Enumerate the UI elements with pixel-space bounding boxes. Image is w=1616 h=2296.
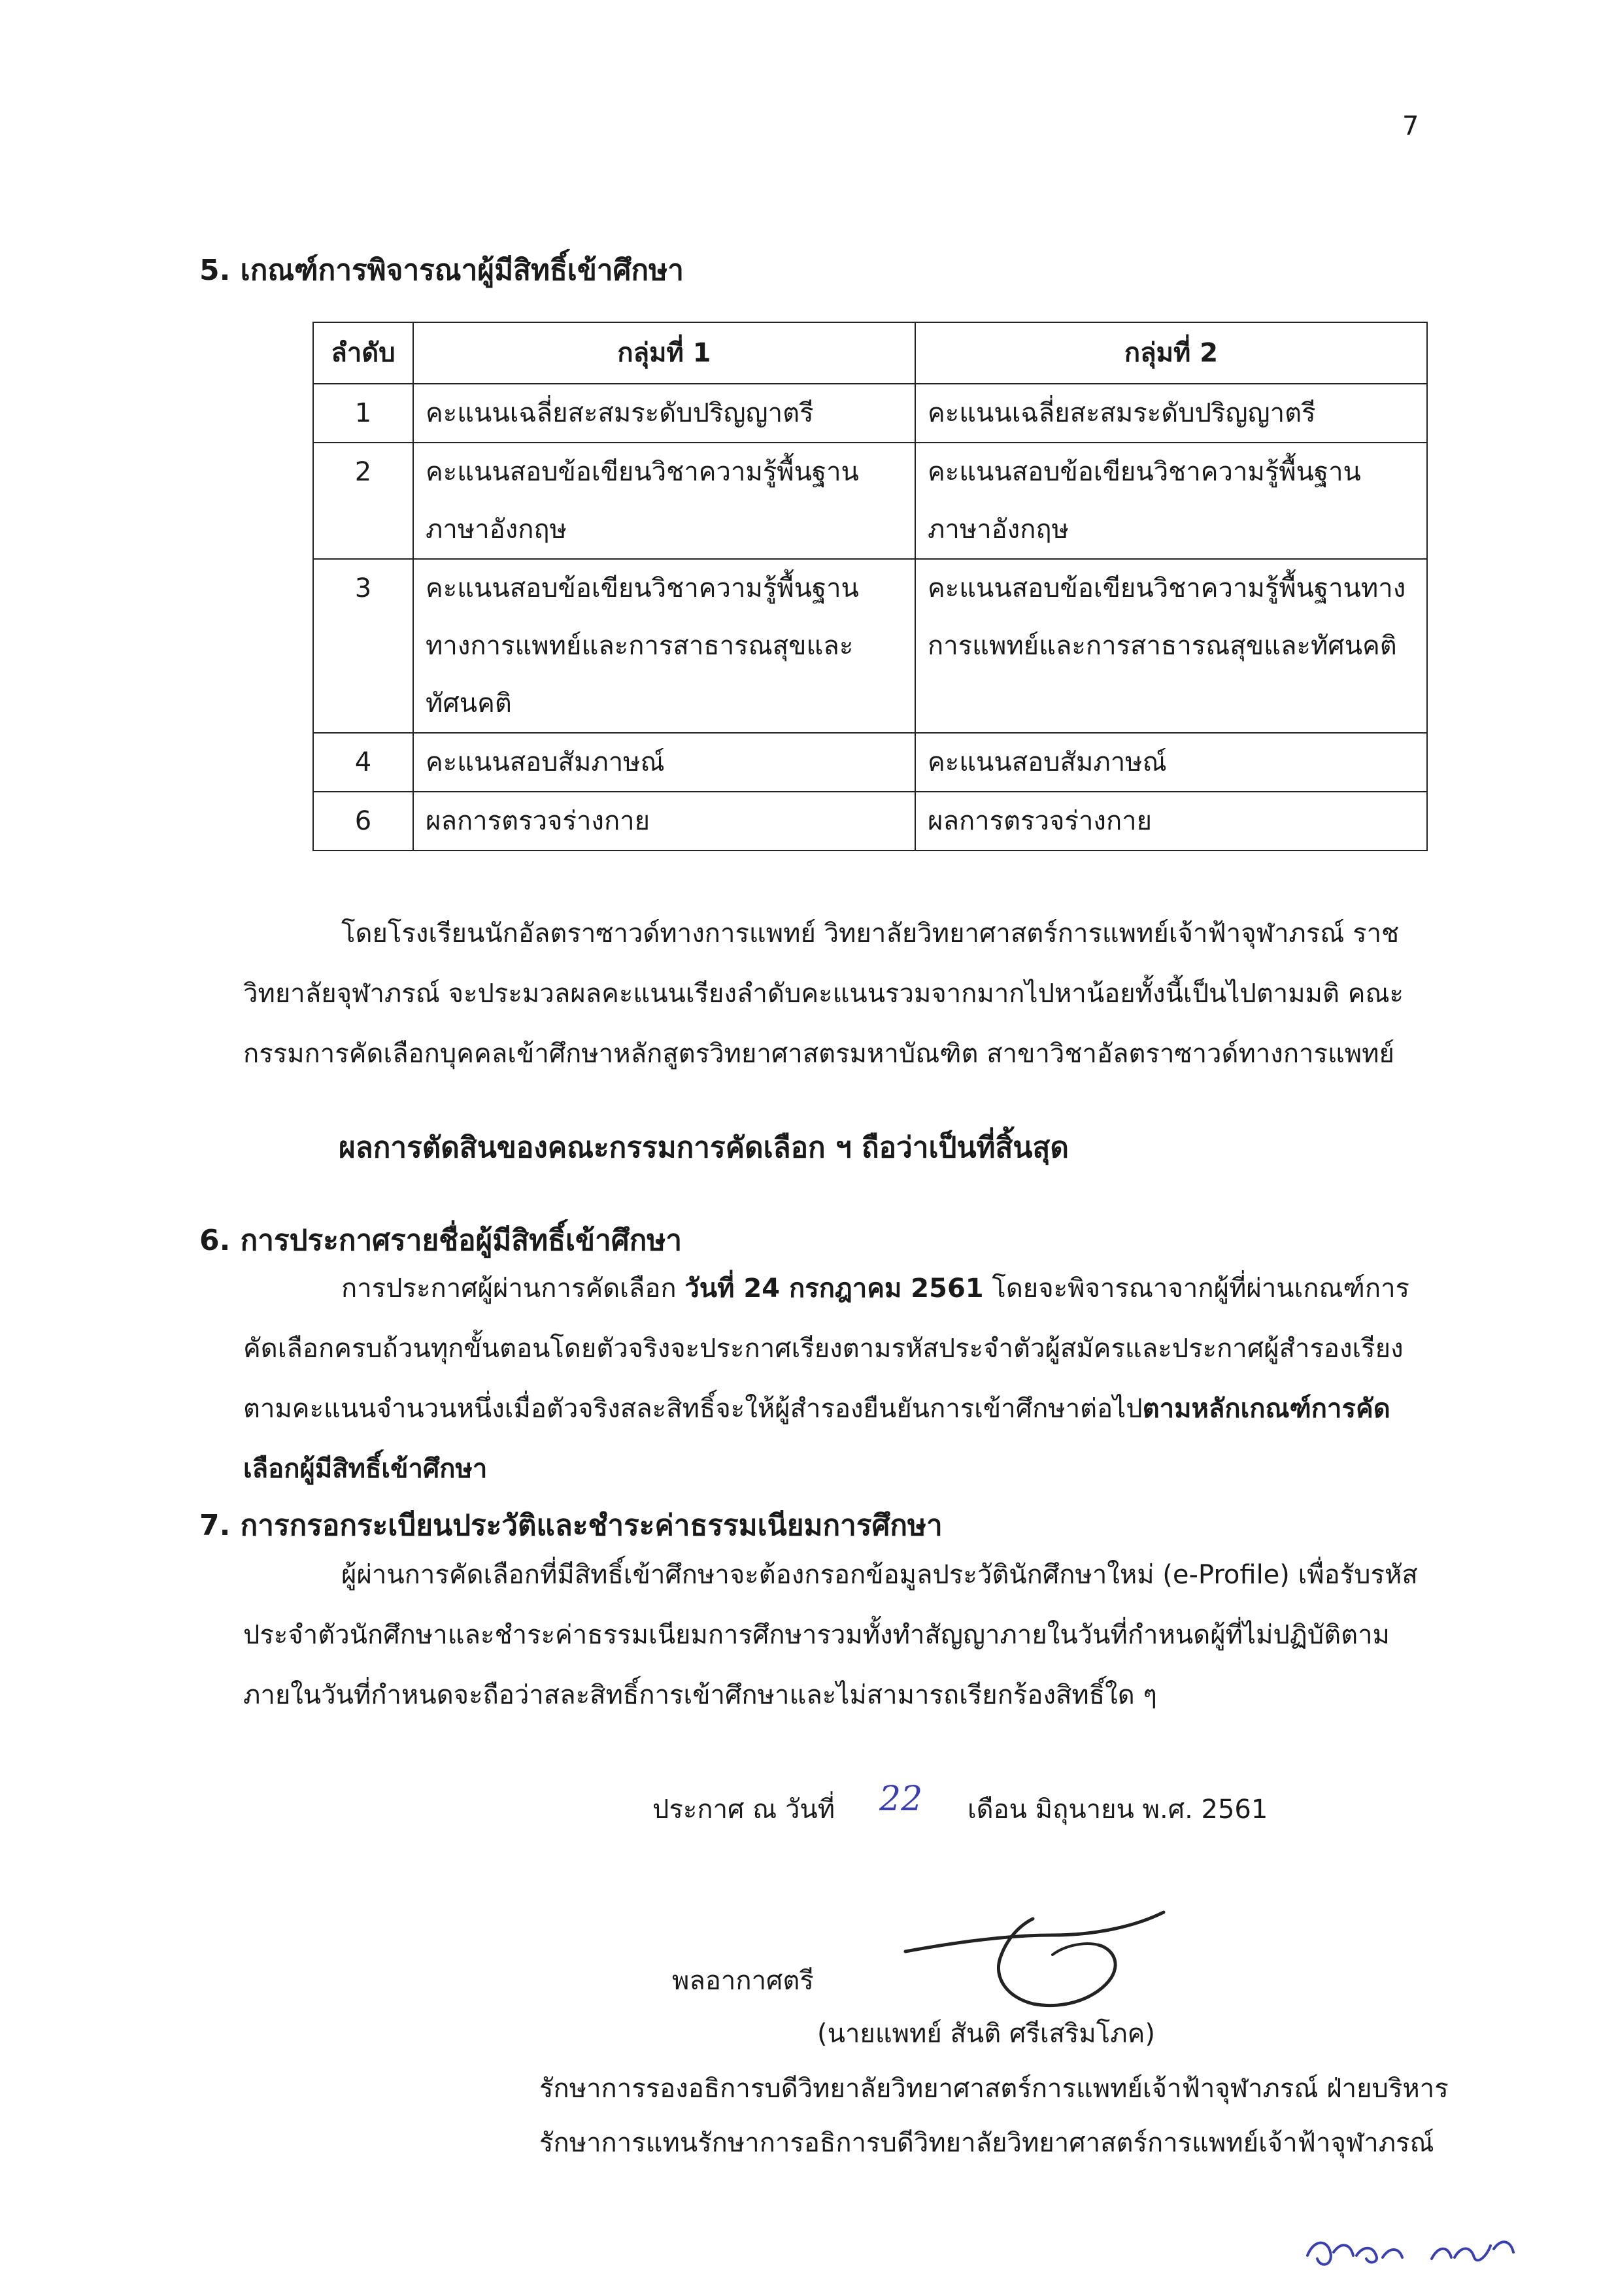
final-decision-note: ผลการตัดสินของคณะกรรมการคัดเลือก ฯ ถือว่าเป็นที่สิ้นสุด: [339, 1131, 1069, 1164]
announcement-paragraph: [243, 1258, 1426, 1499]
table-row: [313, 733, 1427, 792]
announcement-date: วันที่ 24 กรกฎาคม 2561: [684, 1274, 984, 1304]
selection-paragraph-text: โดยโรงเรียนนักอัลตราซาวด์ทางการแพทย์ วิทยาลัยวิทยาศาสตร์การแพทย์เจ้าฟ้าจุฬาภรณ์ ราชวิทยาลัยจุฬาภรณ์ จะประมวลผลคะแนนเรียงลำดับคะแนนรวมจากมากไปหาน้อยทั้งนี้เป็นไปตามมติ คณะกรรมการคัดเลือกบุคคลเข้าศึกษาหลักสูตรวิทยาศาสตรมหาบัณฑิต สาขาวิชาอัลตราซาวด์ทางการแพทย์: [243, 919, 1404, 1069]
signatory-name: (นายแพทย์ สันติ ศรีเสริมโภค): [817, 2019, 1155, 2049]
section-6-heading: 6. การประกาศรายชื่อผู้มีสิทธิ์เข้าศึกษา: [199, 1224, 682, 1257]
group-1-criterion: คะแนนสอบสัมภาษณ์: [413, 733, 915, 792]
announcement-date-prefix: ประกาศ ณ วันที่: [652, 1795, 835, 1825]
group-2-criterion: คะแนนสอบข้อเขียนวิชาความรู้พื้นฐาน ภาษาอังกฤษ: [915, 443, 1427, 559]
group-1-criterion: ผลการตรวจร่างกาย: [413, 792, 915, 851]
section-5-heading: 5. เกณฑ์การพิจารณาผู้มีสิทธิ์เข้าศึกษา: [199, 254, 684, 287]
group-2-criterion: คะแนนสอบสัมภาษณ์: [915, 733, 1427, 792]
signatory-position-2: รักษาการแทนรักษาการอธิการบดีวิทยาลัยวิทยาศาสตร์การแพทย์เจ้าฟ้าจุฬาภรณ์: [539, 2128, 1434, 2158]
signature-image: [902, 1899, 1190, 2017]
row-number: 1: [313, 384, 413, 443]
announcement-date-suffix: เดือน มิถุนายน พ.ศ. 2561: [968, 1795, 1268, 1825]
criteria-table: [312, 322, 1428, 851]
announcement-text-criteria: ตามหลักเกณฑ์การคัดเลือกผู้มีสิทธิ์เข้าศึกษา: [243, 1394, 1390, 1484]
table-row: [313, 559, 1427, 733]
column-header-order: ลำดับ: [313, 322, 413, 384]
section-7-heading: 7. การกรอกระเบียนประวัติและชำระค่าธรรมเนียมการศึกษา: [199, 1509, 943, 1542]
table-header-row: [313, 322, 1427, 384]
announcement-text-middle: โดยจะพิจารณาจากผู้ที่ผ่านเกณฑ์การคัดเลือกครบถ้วนทุกขั้นตอนโดยตัวจริงจะประกาศเรียงตามรหัสประจำตัวผู้สมัครและประกาศผู้สำรองเรียงตามคะแนนจำนวนหนึ่งเมื่อตัวจริงสละสิทธิ์จะให้ผู้สำรองยืนยันการเข้าศึกษาต่อไป: [243, 1274, 1410, 1424]
page-number: 7: [1402, 111, 1419, 141]
row-number: 2: [313, 443, 413, 559]
group-1-criterion: คะแนนสอบข้อเขียนวิชาความรู้พื้นฐาน ทางการแพทย์และการสาธารณสุขและ ทัศนคติ: [413, 559, 915, 733]
announcement-day-handwritten: 22: [879, 1780, 923, 1819]
table-row: [313, 443, 1427, 559]
selection-paragraph: [243, 903, 1426, 1084]
registration-paragraph-text: ผู้ผ่านการคัดเลือกที่มีสิทธิ์เข้าศึกษาจะต้องกรอกข้อมูลประวัตินักศึกษาใหม่ (e-Profile) เพื่อรับรหัสประจำตัวนักศึกษาและชำระค่าธรรมเนียมการศึกษารวมทั้งทำสัญญาภายในวันที่กำหนดผู้ที่ไม่ปฏิบัติตามภายในวันที่กำหนดจะถือว่าสละสิทธิ์การเข้าศึกษาและไม่สามารถเรียกร้องสิทธิ์ใด ๆ: [243, 1560, 1418, 1710]
signatory-rank: พลอากาศตรี: [672, 1966, 814, 1996]
signatory-position-1: รักษาการรองอธิการบดีวิทยาลัยวิทยาศาสตร์การแพทย์เจ้าฟ้าจุฬาภรณ์ ฝ่ายบริหาร: [539, 2074, 1449, 2104]
table-row: [313, 384, 1427, 443]
group-1-criterion: คะแนนเฉลี่ยสะสมระดับปริญญาตรี: [413, 384, 915, 443]
group-2-criterion: คะแนนสอบข้อเขียนวิชาความรู้พื้นฐานทาง การแพทย์และการสาธารณสุขและทัศนคติ: [915, 559, 1427, 733]
announcement-text-start: การประกาศผู้ผ่านการคัดเลือก: [341, 1274, 685, 1304]
handwritten-initials-image: [1301, 2220, 1523, 2278]
group-2-criterion: ผลการตรวจร่างกาย: [915, 792, 1427, 851]
group-2-criterion: คะแนนเฉลี่ยสะสมระดับปริญญาตรี: [915, 384, 1427, 443]
column-header-group-2: กลุ่มที่ 2: [915, 322, 1427, 384]
registration-paragraph: [243, 1545, 1426, 1725]
group-1-criterion: คะแนนสอบข้อเขียนวิชาความรู้พื้นฐาน ภาษาอังกฤษ: [413, 443, 915, 559]
column-header-group-1: กลุ่มที่ 1: [413, 322, 915, 384]
row-number: 3: [313, 559, 413, 733]
row-number: 4: [313, 733, 413, 792]
row-number: 6: [313, 792, 413, 851]
table-row: [313, 792, 1427, 851]
